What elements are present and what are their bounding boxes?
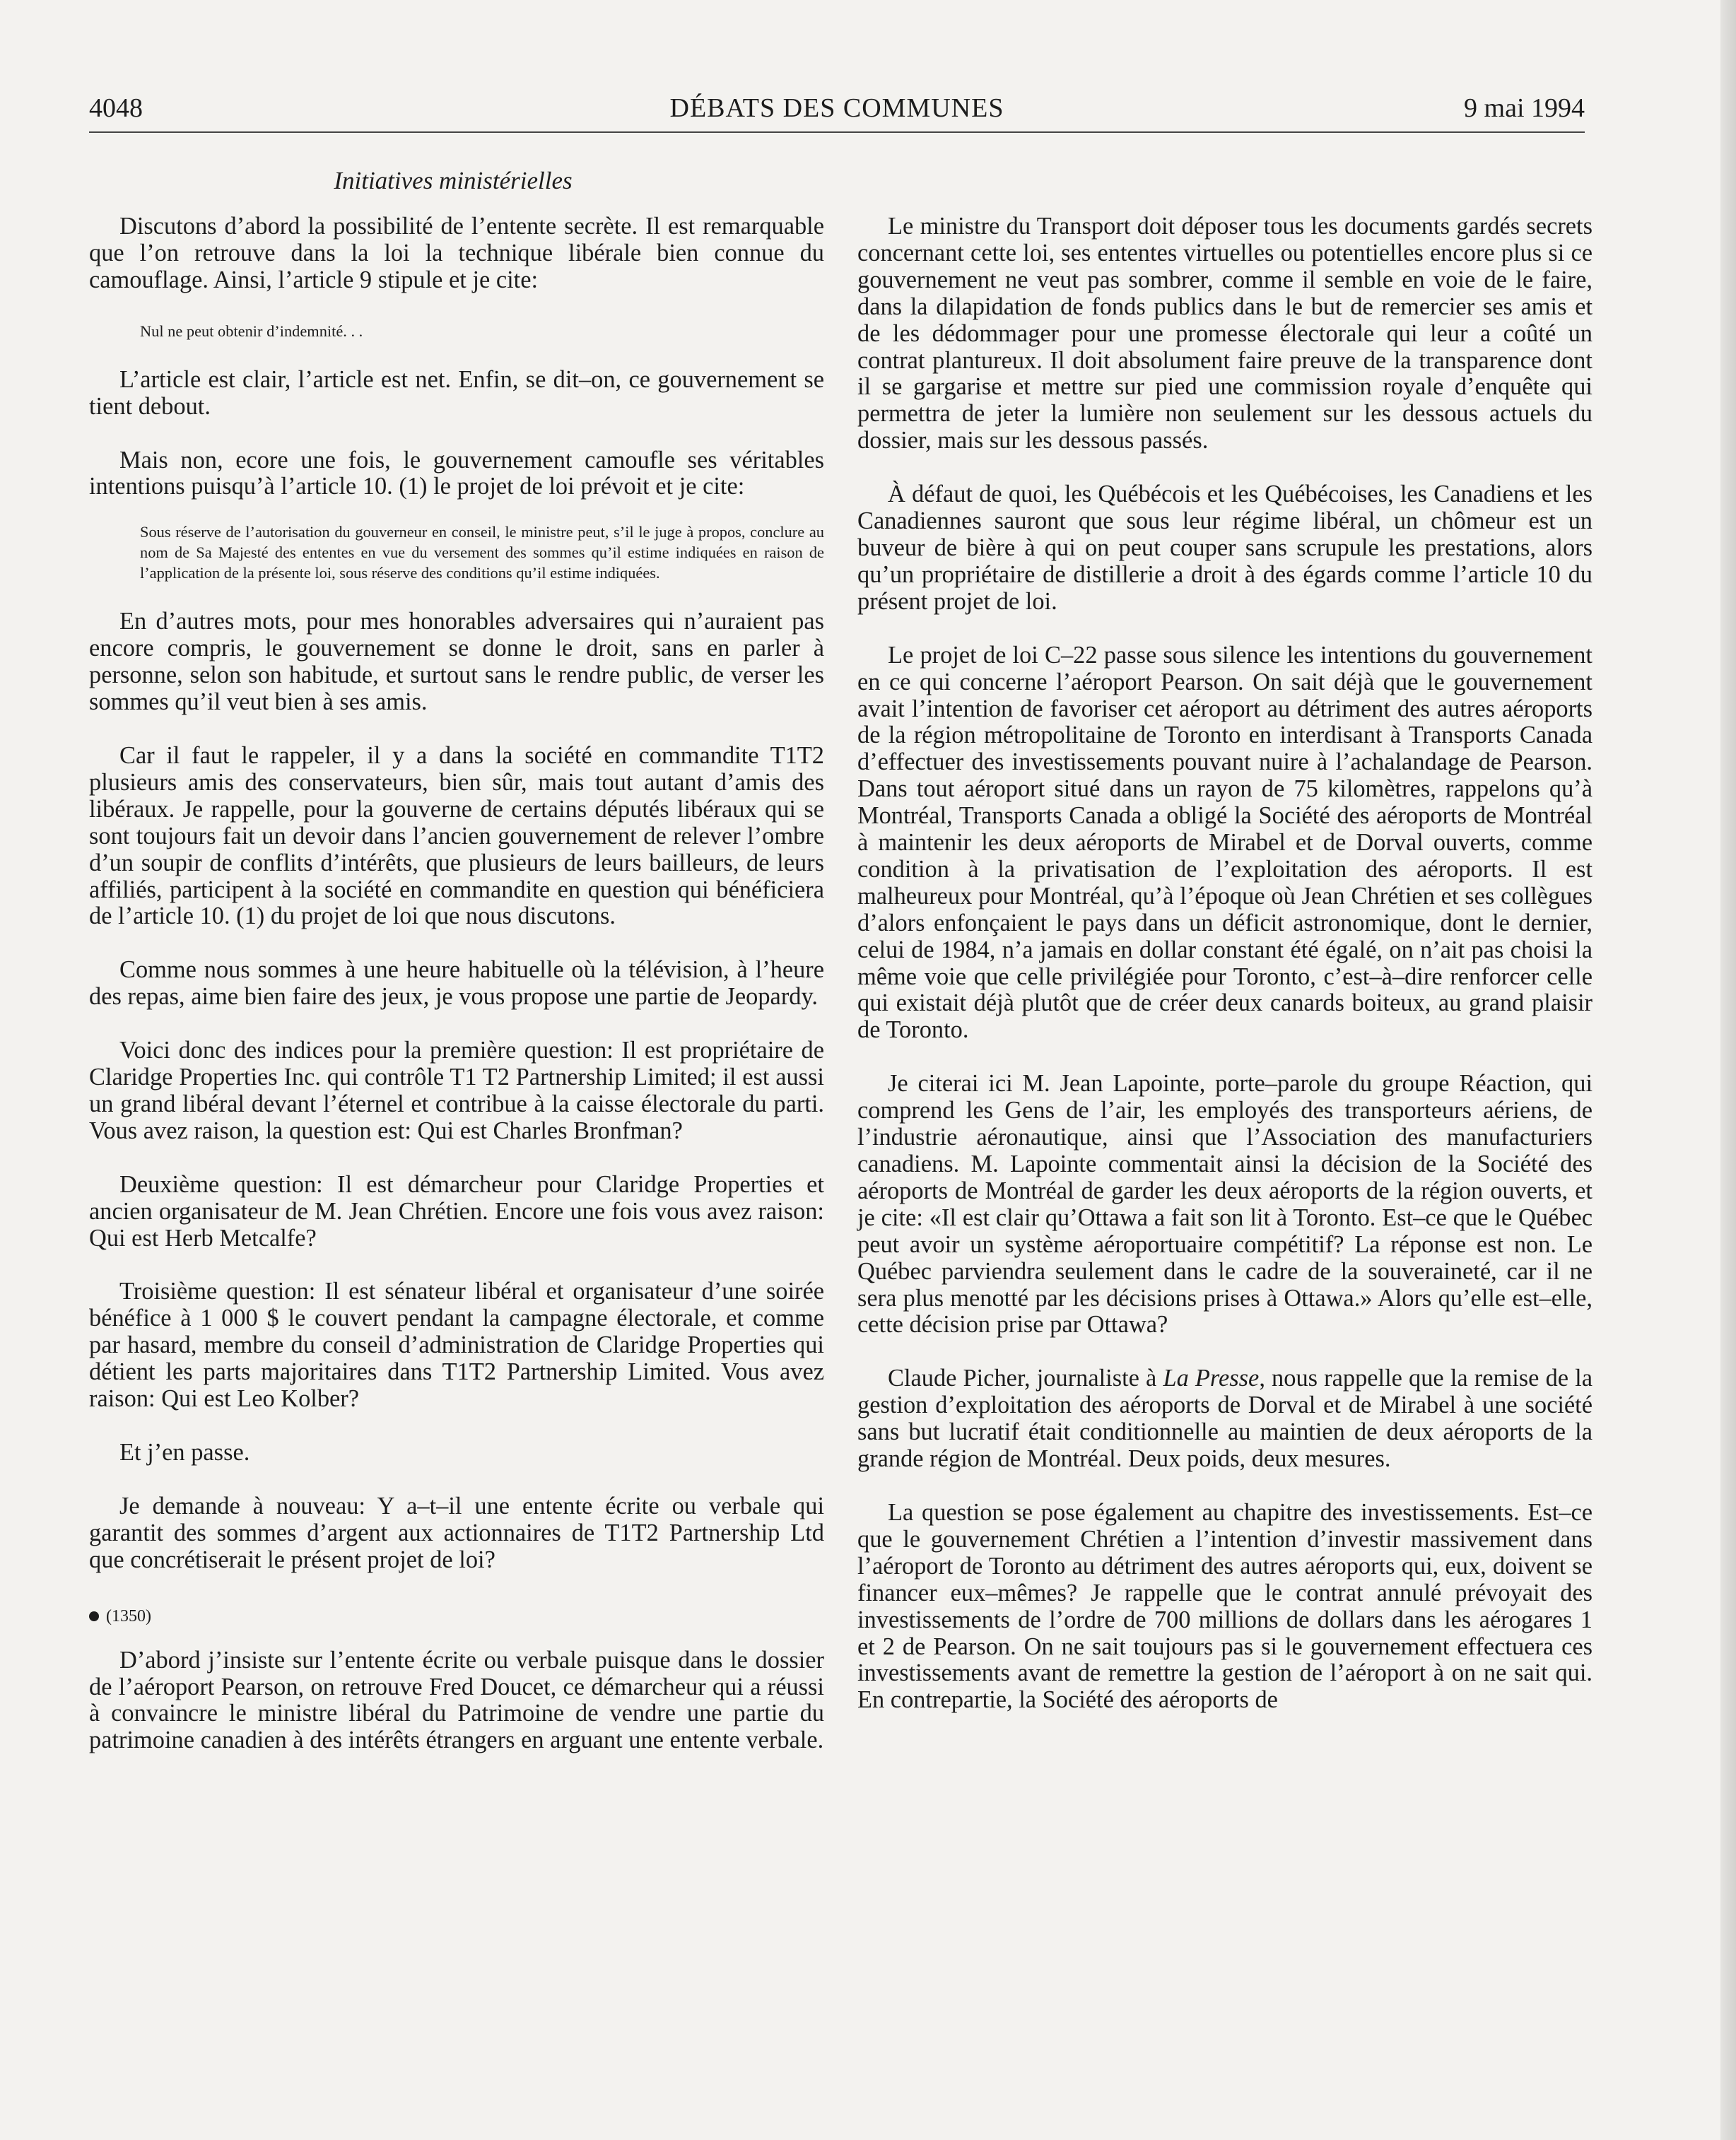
paragraph: Discutons d’abord la possibilité de l’entente secrète. Il est remarquable que l’on retrouve dans la loi la technique libérale bien connue du camouflage. Ainsi, l’article 9 stipule et je cite: [89,213,824,293]
header-date: 9 mai 1994 [1464,93,1585,123]
quotation: Nul ne peut obtenir d’indemnité. . . [140,322,363,340]
section-title: Initiatives ministérielles [334,167,573,194]
paragraph: Voici donc des indices pour la première question: Il est propriétaire de Claridge Properties Inc. qui contrôle T1 T2 Partnership Limited; il est aussi un grand libéral devant l’éternel et contribue à la caisse électorale du parti. Vous avez raison, la question est: Qui est Charles Bronfman? [89,1037,824,1144]
newspaper-name: La Presse [1163,1365,1260,1392]
paragraph: L’article est clair, l’article est net. Enfin, se dit–on, ce gouvernement se tient debout. [89,365,824,420]
paragraph: Comme nous sommes à une heure habituelle où la télévision, à l’heure des repas, aime bien faire des jeux, je vous propose une partie de Jeopardy. [89,956,824,1011]
running-header [89,90,1585,133]
timestamp-text: (1350) [106,1606,151,1625]
timestamp [89,1605,824,1628]
paragraph: Troisième question: Il est sénateur libéral et organisateur d’une soirée bénéfice à 1 000 $ le couvert pendant la campagne électorale, et comme par hasard, membre du conseil d’administration de Claridge Properties qui détient les parts majoritaires dans T1T2 Partnership Limited. Vous avez raison: Qui est Leo Kolber? [89,1278,824,1413]
paragraph: En d’autres mots, pour mes honorables adversaires qui n’auraient pas encore compris, le gouvernement se donne le droit, sans en parler à personne, selon son habitude, et surtout sans le rendre public, de verser les sommes qu’il veut bien à ses amis. [89,608,824,716]
left-column [89,213,824,1781]
text-run: Claude Picher, journaliste à [888,1365,1163,1392]
paragraph: Mais non, ecore une fois, le gouvernement camoufle ses véritables intentions puisqu’à l’article 10. (1) le projet de loi prévoit et je cite: [89,446,824,500]
paragraph: Le projet de loi C–22 passe sous silence les intentions du gouvernement en ce qui concerne l’aéroport Pearson. On sait déjà que le gouvernement avait l’intention de favoriser cet aéroport au détriment des autres aéroports de la région métropolitaine de Toronto en interdisant à Transports Canada d’effectuer des investissements pouvant nuire à l’achalandage de Pearson. Dans tout aéroport situé dans un rayon de 75 kilomètres, rappelons qu’à Montréal, Transports Canada a obligé la Société des aéroports de Montréal à maintenir les deux aéroports de Mirabel et de Dorval ouverts, comme condition à la privatisation de l’exploitation des aéroports. Il est malheureux pour Montréal, qu’à l’époque où Jean Chrétien et ses collègues d’alors enfonçaient le pays dans un déficit astronomique, dont le dernier, celui de 1984, n’a jamais en dollar constant été égalé, on n’ait pas choisi la même voie que celle privilégiée pour Toronto, c’est–à–dire renforcer celle qui existait déjà plutôt que de créer deux canards boiteux, au grand plaisir de Toronto. [857,641,1593,1044]
right-column [857,213,1593,1741]
paragraph [857,1365,1593,1473]
paragraph: À défaut de quoi, les Québécois et les Québécoises, les Canadiens et les Canadiennes sauront que sous leur régime libéral, un chômeur est un buveur de bière à qui on peut couper sans scrupule les prestations, alors qu’un propriétaire de distillerie a droit à des égards comme l’article 10 du présent projet de loi. [857,481,1593,615]
page-edge-shadow [1720,0,1736,2140]
bullet-icon [89,1611,99,1621]
paragraph: La question se pose également au chapitre des investissements. Est–ce que le gouvernement Chrétien a l’intention d’investir massivement dans l’aéroport de Toronto au détriment des autres aéroports qui, eux, doivent se financer eux–mêmes? Je rappelle que le contrat annulé prévoyait des investissements de l’ordre de 700 millions de dollars dans les aérogares 1 et 2 de Pearson. On ne sait toujours pas si le gouvernement effectuera ces investissements avant de remettre la gestion de l’aéroport à on ne sait qui. En contrepartie, la Société des aéroports de [857,1498,1593,1714]
header-title: DÉBATS DES COMMUNES [669,93,1004,123]
paragraph: Et j’en passe. [119,1439,250,1466]
paragraph: Je demande à nouveau: Y a–t–il une entente écrite ou verbale qui garantit des sommes d’argent aux actionnaires de T1T2 Partnership Ltd que concrétiserait le présent projet de loi? [89,1492,824,1573]
paragraph: D’abord j’insiste sur l’entente écrite ou verbale puisque dans le dossier de l’aéroport Pearson, on retrouve Fred Doucet, ce démarcheur qui a réussi à convaincre le ministre libéral du Patrimoine de vendre une partie du patrimoine canadien à des intérêts étrangers en arguant une entente verbale. [89,1646,824,1754]
text-run: , nous rappelle que la remise de la gestion d’exploitation des aéroports de Dorval et de Mirabel à une société sans but lucratif était conditionnelle au maintien de deux aéroports de la grande région de Montréal. Deux poids, deux mesures. [857,1365,1593,1473]
paragraph: Le ministre du Transport doit déposer tous les documents gardés secrets concernant cette loi, ses ententes virtuelles ou potentielles encore plus si ce gouvernement ne veut pas sombrer, comme il semble en voie de le faire, dans la dilapidation de fonds publics dans le but de remercier ses amis et de les dédommager pour une promesse électorale qui leur a coûté un contrat plantureux. Il doit absolument faire preuve de la transparence dont il se gargarise et mettre sur pied une commission royale d’enquête qui permettra de jeter la lumière non seulement sur les dessous actuels du dossier, mais sur les dessous passés. [857,213,1593,454]
quotation: Sous réserve de l’autorisation du gouverneur en conseil, le ministre peut, s’il le juge à propos, conclure au nom de Sa Majesté des ententes en vue du versement des sommes qu’il estime indiquées en raison de l’application de la présente loi, sous réserve des conditions qu’il estime indiquées. [140,523,824,582]
paragraph: Deuxième question: Il est démarcheur pour Claridge Properties et ancien organisateur de M. Jean Chrétien. Encore une fois vous avez raison: Qui est Herb Metcalfe? [89,1170,824,1252]
paragraph: Car il faut le rappeler, il y a dans la société en commandite T1T2 plusieurs amis des conservateurs, bien sûr, mais tout autant d’amis des libéraux. Je rappelle, pour la gouverne de certains députés libéraux qui se sont toujours fait un devoir dans l’ancien gouvernement de relever l’ombre d’un soupir de conflits d’intérêts, que plusieurs de leurs bailleurs, de leurs affiliés, participent à la société en commandite en question qui bénéficiera de l’article 10. (1) du projet de loi que nous discutons. [89,741,824,930]
paragraph: Je citerai ici M. Jean Lapointe, porte–parole du groupe Réaction, qui comprend les Gens de l’air, les employés des transporteurs aériens, de l’industrie aéronautique, ainsi que l’Association des manufacturiers canadiens. M. Lapointe commentait ainsi la décision de la Société des aéroports de Montréal de garder les deux aéroports de la région ouverts, et je cite: «Il est clair qu’Ottawa a fait son lit à Toronto. Est–ce que le Québec peut avoir un système aéroportuaire compétitif? La réponse est non. Le Québec parviendra seulement dans le cadre de la souveraineté, car il ne sera plus menotté par les décisions prises à Ottawa.» Alors qu’elle est–elle, cette décision prise par Ottawa? [857,1070,1593,1339]
page-number: 4048 [89,93,143,123]
